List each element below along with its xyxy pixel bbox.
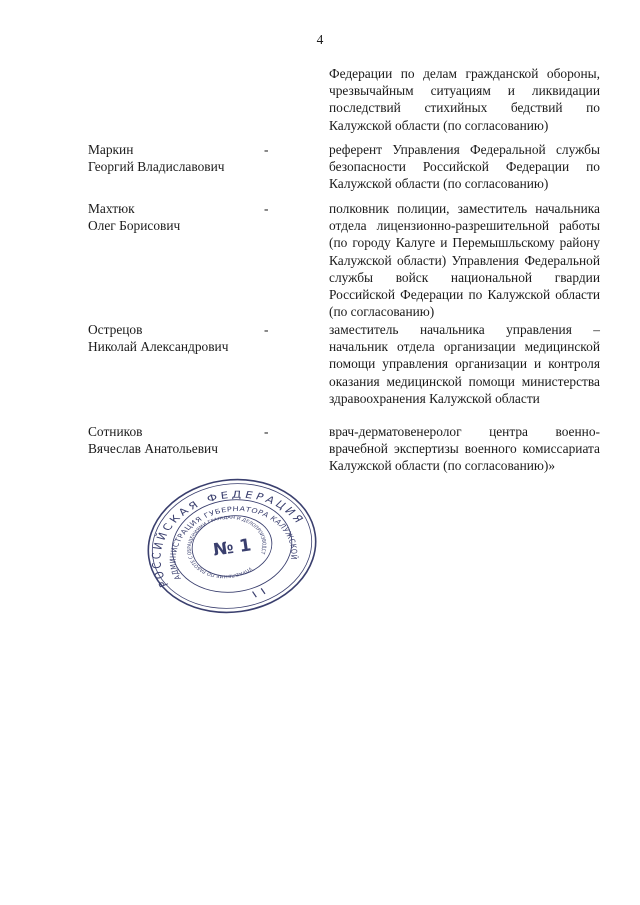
stamp-seal-icon bbox=[143, 476, 321, 616]
member-position-text: полковник полиции, заместитель начальника отдела лицензионно-разрешительной работы (по городу Калуге и Перемышльскому району Калужской области) Управления Федеральной службы войск национальной гвардии Российской Федерации по Калужской области (по согласованию) bbox=[329, 201, 600, 320]
member-dash: - bbox=[264, 322, 269, 337]
member-given-names: Олег Борисович bbox=[88, 218, 181, 234]
member-position bbox=[329, 423, 600, 475]
top-continuation bbox=[329, 65, 600, 134]
member-given-names: Николай Александрович bbox=[88, 339, 229, 355]
member-name bbox=[88, 423, 258, 457]
member-surname: Сотников bbox=[88, 424, 143, 439]
member-dash: - bbox=[264, 201, 269, 216]
member-surname: Острецов bbox=[88, 322, 143, 337]
member-position-text: заместитель начальника управления – начальник отдела организации медицинской помощи управления организации и контроля оказания медицинской помощи министерства здравоохранения Калужской области bbox=[329, 322, 600, 406]
member-position bbox=[329, 141, 600, 193]
member-position bbox=[329, 321, 600, 407]
member-position bbox=[329, 200, 600, 320]
member-given-names: Вячеслав Анатольевич bbox=[88, 441, 218, 457]
member-name bbox=[88, 141, 258, 175]
member-dash: - bbox=[264, 424, 269, 439]
official-stamp bbox=[143, 476, 321, 616]
member-dash: - bbox=[264, 142, 269, 157]
member-position-text: референт Управления Федеральной службы безопасности Российской Федерации по Калужской области (по согласованию) bbox=[329, 142, 600, 192]
member-name bbox=[88, 321, 258, 355]
stamp-outer-text: РОССИЙСКАЯ ФЕДЕРАЦИЯ bbox=[149, 488, 308, 590]
page-number: 4 bbox=[316, 32, 324, 47]
stamp-number: № 1 bbox=[211, 535, 253, 561]
member-position-text: врач-дерматовенеролог центра военно-врачебной экспертизы военного комиссариата Калужской области (по согласованию)» bbox=[329, 424, 600, 474]
stamp-middle-text: АДМИНИСТРАЦИЯ ГУБЕРНАТОРА КАЛУЖСКОЙ bbox=[167, 504, 300, 582]
member-name bbox=[88, 200, 258, 234]
top-continuation-text: Федерации по делам гражданской обороны, чрезвычайным ситуациям и ликвидации последствий стихийных бедствий по Калужской области (по согласованию) bbox=[329, 66, 600, 133]
stamp-body bbox=[143, 476, 321, 616]
member-surname: Махтюк bbox=[88, 201, 135, 216]
member-given-names: Георгий Владиславович bbox=[88, 159, 225, 175]
stamp-inner-text: УПРАВЛЕНИЕ ПО РАБОТЕ С ОБРАЩЕНИЯМИ ГРАЖДАН И ДЕЛОПРОИЗВОДСТВУ bbox=[187, 516, 266, 578]
member-surname: Маркин bbox=[88, 142, 134, 157]
